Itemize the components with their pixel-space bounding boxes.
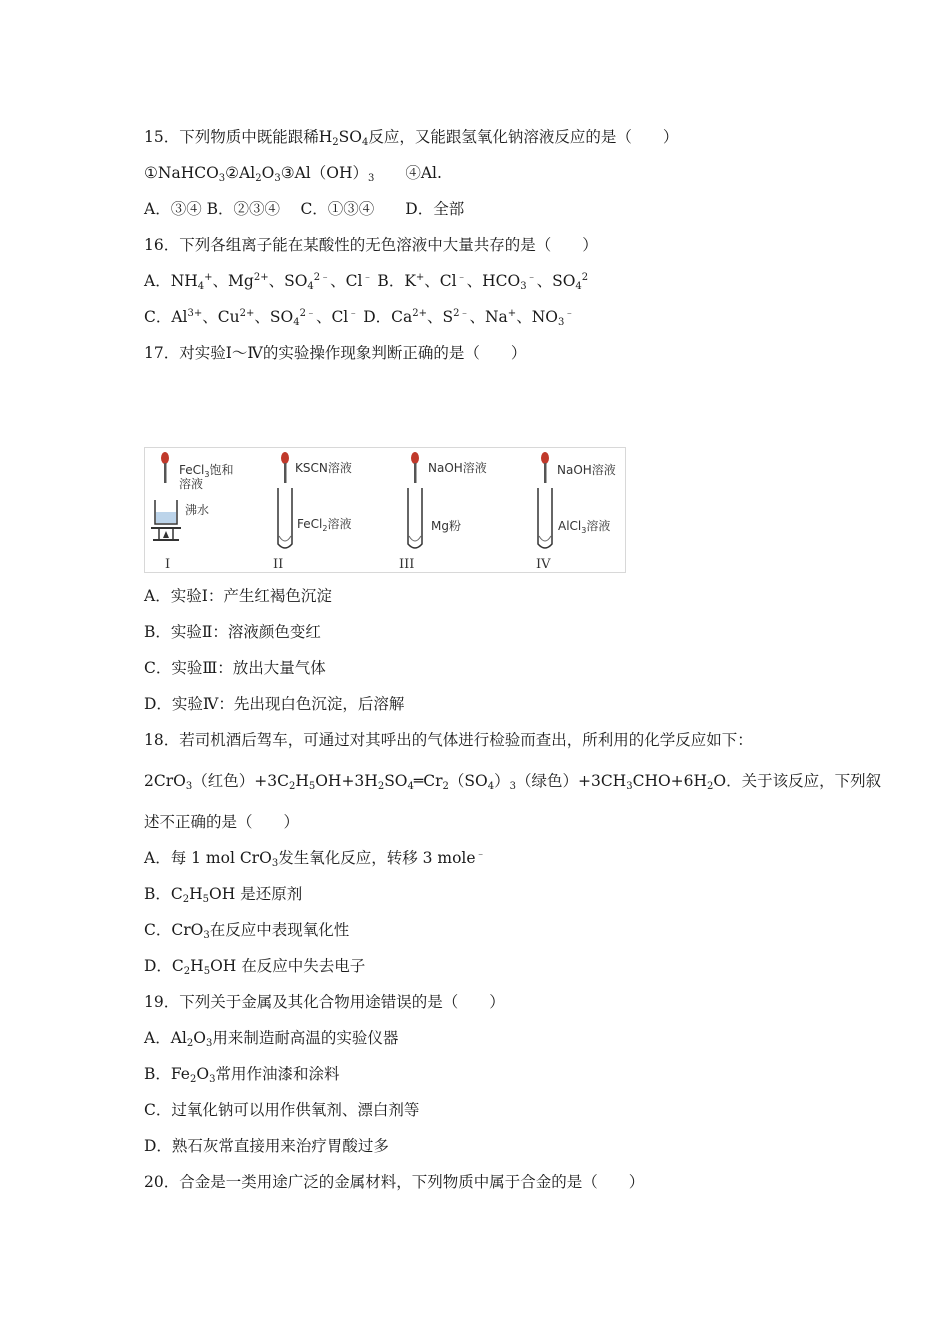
- exp4-reagent-label: NaOH溶液: [557, 463, 616, 477]
- q19-option-d: D．熟石灰常直接用来治疗胃酸过多: [144, 1137, 389, 1155]
- q19-option-a: A．$Al_2O_3$用来制造耐高温的实验仪器: [144, 1029, 399, 1049]
- exp3-number: III: [399, 557, 415, 572]
- q17-option-c: C．实验Ⅲ：放出大量气体: [144, 659, 326, 677]
- exp3-reagent-label: NaOH溶液: [428, 461, 487, 475]
- q18-stem: 18．若司机酒后驾车，可通过对其呼出的气体进行检验而查出，所利用的化学反应如下：: [144, 731, 753, 749]
- exp4-number: IV: [536, 557, 551, 572]
- q16-options-cd: C．$Al^{3+}$、$Cu^{2+}$、$SO_4^{2﹣}$、Cl﹣ D．$Ca^{2+}$、$S^{2﹣}$、Na+、$NO_3^﹣$: [144, 308, 575, 328]
- q19-stem: 19．下列关于金属及其化合物用途错误的是（ ）: [144, 993, 505, 1011]
- q16-stem: 16．下列各组离子能在某酸性的无色溶液中大量共存的是（ ）: [144, 236, 598, 254]
- q18-option-d: D．$C_2H_5OH$ 在反应中失去电子: [144, 957, 366, 977]
- q15-stem: 15．下列物质中既能跟稀$H_2SO_4$反应，又能跟氢氧化钠溶液反应的是（ ）: [144, 128, 679, 148]
- exp4-solution-label: AlCl$_3$溶液: [558, 519, 611, 535]
- q15-options: A．③④ B．②③④ C．①③④ D．全部: [144, 200, 465, 218]
- experiment-1-apparatus: [151, 452, 181, 540]
- exp1-water-label: 沸水: [185, 503, 210, 517]
- exp2-reagent-label: KSCN溶液: [295, 461, 352, 475]
- experiment-figure: [144, 447, 626, 573]
- q15-items: $①NaHCO_3②Al_2O_3③Al(OH)_3$ ④Al.: [144, 164, 442, 184]
- q16-options-ab: A．$NH_4^+$、$Mg^{2+}$、$SO_4^{2﹣}$、Cl﹣ B．K+、Cl﹣、$HCO_3^﹣$、$SO_4^2$: [144, 272, 589, 292]
- experiment-2-apparatus: [278, 452, 292, 548]
- experiment-4-apparatus: [538, 452, 552, 548]
- q19-option-b: B．$Fe_2O_3$常用作油漆和涂料: [144, 1065, 340, 1085]
- q18-option-c: C．CrO$_3$在反应中表现氧化性: [144, 921, 350, 941]
- exp3-solid-label: Mg粉: [431, 519, 461, 533]
- q18-equation: 2CrO$_3$（红色）$+3C_2H_5OH+3H_2SO_4═Cr_2(SO_4)_3$（绿色）$+3CH_3CHO+6H_2O$．关于该反应，下列叙: [144, 772, 882, 792]
- q18-stem-cont: 述不正确的是（ ）: [144, 813, 300, 831]
- q17-option-a: A．实验Ⅰ：产生红褐色沉淀: [144, 587, 332, 605]
- exp1-reagent-label-2: 溶液: [179, 477, 204, 491]
- q20-stem: 20．合金是一类用途广泛的金属材料，下列物质中属于合金的是（ ）: [144, 1173, 645, 1191]
- experiment-3-apparatus: [408, 452, 422, 548]
- q17-option-b: B．实验Ⅱ：溶液颜色变红: [144, 623, 321, 641]
- q17-option-d: D．实验Ⅳ：先出现白色沉淀，后溶解: [144, 695, 405, 713]
- exp1-number: I: [165, 557, 171, 572]
- q19-option-c: C．过氧化钠可以用作供氧剂、漂白剂等: [144, 1101, 420, 1119]
- q18-option-a: A．每 1 mol CrO$_3$发生氧化反应，转移 3 mole﹣: [144, 849, 486, 869]
- exp1-reagent-label: FeCl$_3$饱和: [179, 463, 234, 479]
- q18-option-b: B．$C_2H_5OH$ 是还原剂: [144, 885, 303, 905]
- experiment-diagram: [145, 448, 625, 572]
- q17-stem: 17．对实验Ⅰ～Ⅳ的实验操作现象判断正确的是（ ）: [144, 344, 527, 362]
- exp2-solution-label: FeCl$_2$溶液: [297, 517, 352, 533]
- exp2-number: II: [273, 557, 284, 572]
